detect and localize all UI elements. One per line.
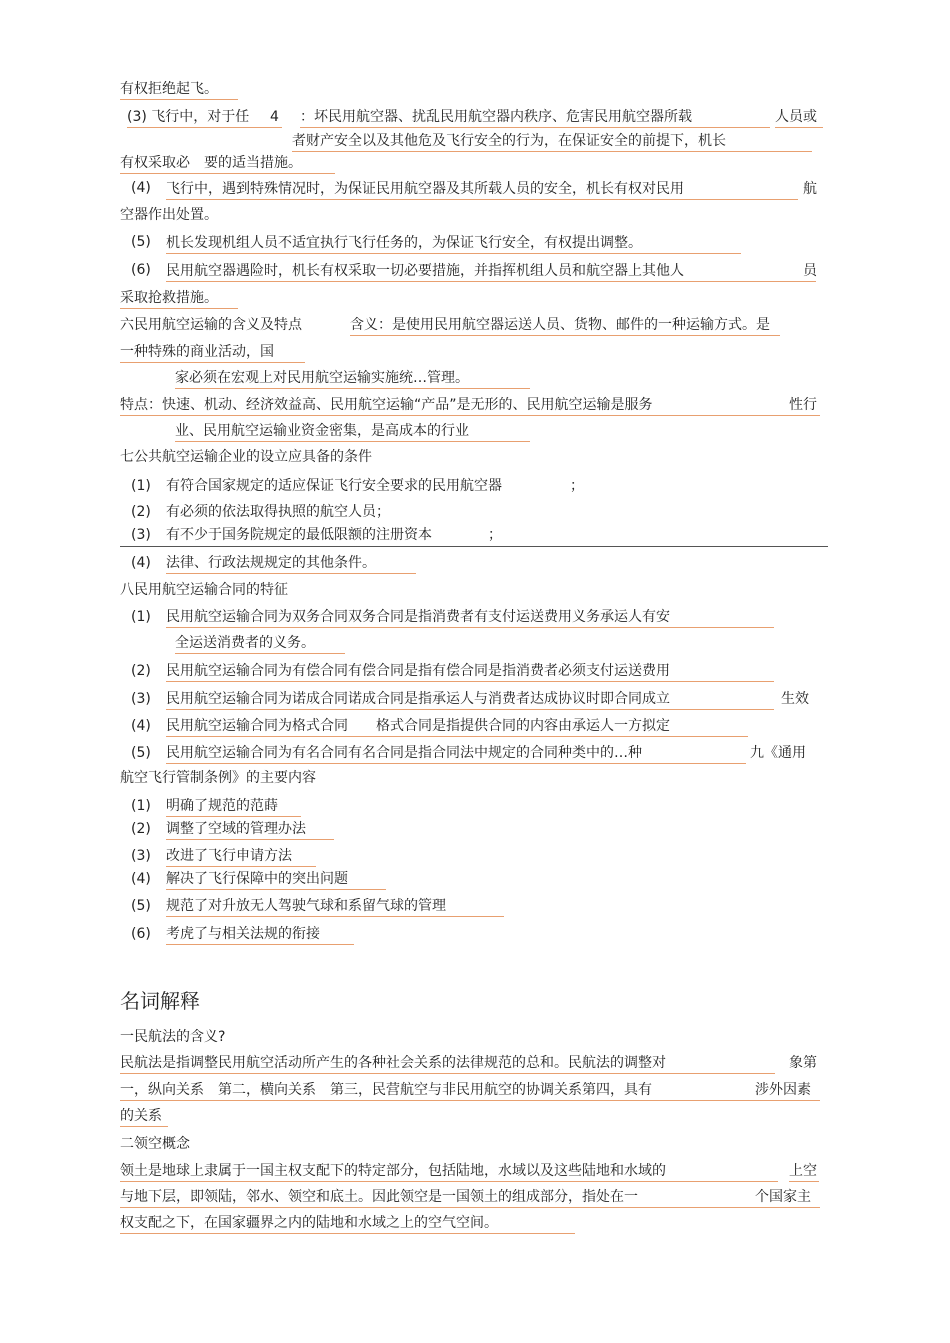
list-item-text: (3) 飞行中，对于任 bbox=[127, 108, 282, 128]
list-number: (2) bbox=[131, 504, 151, 520]
list-number: (5) bbox=[131, 234, 151, 250]
list-number: (4) bbox=[131, 555, 151, 571]
section-heading: 一民航法的含义? bbox=[120, 1029, 226, 1045]
list-item-text: 解决了飞行保障中的突出问题 bbox=[166, 870, 386, 890]
text-line: 上空 bbox=[789, 1162, 819, 1182]
list-number: (4) bbox=[131, 180, 151, 196]
section-heading: 二领空概念 bbox=[120, 1136, 190, 1152]
list-item-text: 有不少于国务院规定的最低限额的注册资本 bbox=[166, 527, 432, 543]
list-item-text: 改进了飞行申请方法 bbox=[166, 847, 316, 867]
text-line: 全运送消费者的义务。 bbox=[175, 634, 345, 654]
section-heading: 九《通用 bbox=[750, 745, 806, 761]
text-line: 员 bbox=[803, 263, 817, 279]
list-number: (2) bbox=[131, 663, 151, 679]
text-line: 与地下层，即领陆，邻水、领空和底土。因此领空是一国领土的组成部分，指处在一 bbox=[120, 1188, 820, 1208]
list-item-text: 民用航空运输合同为诺成合同诺成合同是指承运人与消费者达成协议时即合同成立 bbox=[166, 690, 774, 710]
text-line: 业、民用航空运输业资金密集，是高成本的行业 bbox=[175, 422, 530, 442]
text-line: 一，纵向关系 第二，横向关系 第三，民营航空与非民用航空的协调关系第四，具有 bbox=[120, 1081, 820, 1101]
text-line: 象第 bbox=[789, 1055, 817, 1071]
list-number: (5) bbox=[131, 745, 151, 761]
divider bbox=[120, 546, 828, 547]
text-line: 特点：快速、机动、经济效益高、民用航空运输“产品”是无形的、民用航空运输是服务 bbox=[120, 396, 820, 416]
list-number: (6) bbox=[131, 926, 151, 942]
list-item-text: 有符合国家规定的适应保证飞行安全要求的民用航空器 bbox=[166, 478, 502, 494]
text-line: 空器作出处置。 bbox=[120, 207, 218, 223]
list-number: (5) bbox=[131, 898, 151, 914]
list-item-text: 有必须的依法取得执照的航空人员； bbox=[166, 504, 390, 520]
text-line: 领土是地球上隶属于一国主权支配下的特定部分，包括陆地，水域以及这些陆地和水域的 bbox=[120, 1162, 778, 1182]
text-line: ； bbox=[570, 478, 584, 494]
list-number: (1) bbox=[131, 798, 151, 814]
list-item-text: 法律、行政法规规定的其他条件。 bbox=[166, 554, 416, 574]
list-number: (4) bbox=[131, 871, 151, 887]
text-line: ； bbox=[488, 527, 502, 543]
list-item-text: 机长发现机组人员不适宜执行飞行任务的，为保证飞行安全，有权提出调整。 bbox=[166, 234, 741, 254]
text-line: 民航法是指调整民用航空活动所产生的各种社会关系的法律规范的总和。民航法的调整对 bbox=[120, 1054, 775, 1074]
list-item-text: 考虎了与相关法规的衔接 bbox=[166, 925, 354, 945]
list-item-text: 民用航空运输合同为有偿合同有偿合同是指有偿合同是指消费者必须支付运送费用 bbox=[166, 662, 774, 682]
text-line: 个国家主 bbox=[755, 1189, 811, 1205]
text-line: 涉外因素 bbox=[755, 1082, 811, 1098]
section-heading: 八民用航空运输合同的特征 bbox=[120, 582, 288, 598]
list-number: 4 bbox=[270, 109, 279, 125]
list-item-text: 规范了对升放无人驾驶气球和系留气球的管理 bbox=[166, 897, 504, 917]
section-heading: 七公共航空运输企业的设立应具备的条件 bbox=[120, 449, 372, 465]
list-number: (6) bbox=[131, 262, 151, 278]
page-heading: 名词解释 bbox=[120, 989, 200, 1013]
text-line: 有权采取必 要的适当措施。 bbox=[120, 154, 335, 174]
text-line: 一种特殊的商业活动，国 bbox=[120, 343, 305, 363]
section-heading: 航空飞行管制条例》的主要内容 bbox=[120, 770, 316, 786]
text-line: 家必须在宏观上对民用航空运输实施统…管理。 bbox=[175, 369, 530, 389]
list-item-text: 民用航空运输合同为有名合同有名合同是指合同法中规定的合同种类中的…种 bbox=[166, 744, 746, 764]
text-line: 权支配之下，在国家疆界之内的陆地和水域之上的空气空间。 bbox=[120, 1214, 575, 1234]
list-item-text: 飞行中，遇到特殊情况时，为保证民用航空器及其所载人员的安全，机长有权对民用 bbox=[166, 180, 798, 200]
list-number: (1) bbox=[131, 478, 151, 494]
list-number: (1) bbox=[131, 609, 151, 625]
text-line: 人员或 bbox=[775, 108, 823, 128]
list-number: (3) bbox=[131, 848, 151, 864]
section-heading: 六民用航空运输的含义及特点 bbox=[120, 317, 302, 333]
text-line: 者财产安全以及其他危及飞行安全的行为，在保证安全的前提下，机长 bbox=[292, 132, 812, 152]
text-line: 含义：是使用民用航空器运送人员、货物、邮件的一种运输方式。是 bbox=[350, 316, 780, 336]
list-item-text: 调整了空域的管理办法 bbox=[166, 820, 334, 840]
list-item-text: 明确了规范的范蒔 bbox=[166, 797, 301, 817]
list-item-text: 民用航空器遇险时，机长有权采取一切必要措施，并指挥机组人员和航空器上其他人 bbox=[166, 262, 816, 282]
list-item-text: 民用航空运输合同为格式合同 格式合同是指提供合同的内容由承运人一方拟定 bbox=[166, 717, 748, 737]
text-line: ：坏民用航空器、扰乱民用航空器内秩序、危害民用航空器所载 bbox=[300, 108, 770, 128]
list-number: (3) bbox=[131, 527, 151, 543]
text-line: 性行 bbox=[789, 397, 817, 413]
text-line: 航 bbox=[803, 181, 817, 197]
list-item-text: 民用航空运输合同为双务合同双务合同是指消费者有支付运送费用义务承运人有安 bbox=[166, 608, 774, 628]
text-line: 的关系 bbox=[120, 1107, 168, 1127]
text-line: 有权拒绝起飞。 bbox=[120, 80, 238, 100]
list-number: (2) bbox=[131, 821, 151, 837]
text-line: 采取抢救措施。 bbox=[120, 289, 238, 309]
list-number: (3) bbox=[131, 691, 151, 707]
text-line: 生效 bbox=[781, 691, 809, 707]
list-number: (4) bbox=[131, 718, 151, 734]
